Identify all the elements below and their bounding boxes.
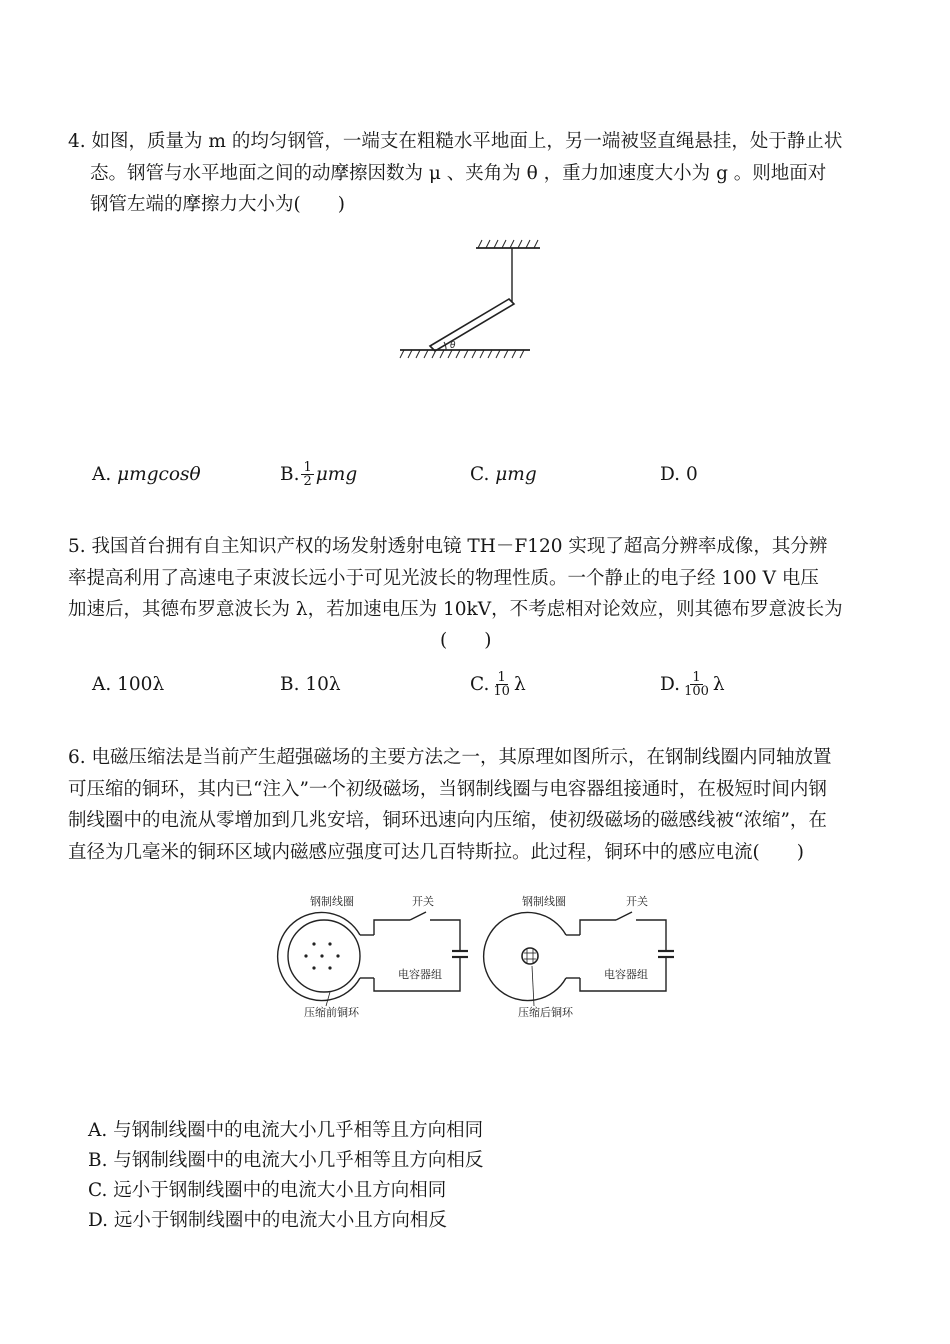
q5-answer-paren: ( ) — [440, 630, 492, 651]
q4-option-b: B. $\frac{1}{2}$ μmg — [280, 459, 358, 489]
theta-label: θ — [450, 341, 456, 351]
ceiling-hatch — [478, 240, 538, 248]
diagram-after — [484, 912, 674, 1001]
q5-option-a: A. 100λ — [92, 673, 165, 695]
q5-options — [92, 664, 852, 704]
label-switch-right: 开关 — [626, 895, 648, 908]
label-ring-after: 压缩后铜环 — [518, 1006, 573, 1019]
q4-line: 4. 如图，质量为 m 的均匀钢管，一端支在粗糙水平地面上，另一端被竖直绳悬挂，处于静止状 — [68, 131, 843, 152]
question-4 — [68, 126, 888, 221]
steel-coil-right — [484, 913, 566, 1001]
q6-options — [88, 1116, 483, 1236]
question-5 — [68, 531, 888, 626]
copper-ring-after — [522, 948, 538, 964]
q6-line: 制线圈中的电流从零增加到几兆安培，铜环迅速向内压缩，使初级磁场的磁感线被“浓缩”，在 — [68, 810, 827, 831]
q5-line: 5. 我国首台拥有自主知识产权的场发射透射电镜 TH－F120 实现了超高分辨率成像，其分辨 — [68, 536, 828, 557]
q6-option-c: C. 远小于钢制线圈中的电流大小且方向相同 — [88, 1180, 447, 1201]
q4-option-c: C. μmg — [470, 463, 537, 485]
label-switch-left: 开关 — [412, 895, 434, 908]
q6-option-a: A. 与钢制线圈中的电流大小几乎相等且方向相同 — [88, 1120, 484, 1141]
q5-option-c: C. $\frac{1}{10}$ λ — [470, 669, 526, 699]
ground-hatch — [400, 350, 524, 358]
q4-options — [92, 454, 852, 494]
q6-figure — [270, 888, 690, 1028]
q4-line: 态。钢管与水平地面之间的动摩擦因数为 μ 、夹角为 θ ，重力加速度大小为 g 。则地面对 — [90, 162, 827, 184]
label-capacitor-left: 电容器组 — [398, 968, 442, 981]
q6-line: 6. 电磁压缩法是当前产生超强磁场的主要方法之一，其原理如图所示，在钢制线圈内同轴放置 — [68, 747, 832, 768]
q6-line: 直径为几毫米的铜环区域内磁感应强度可达几百特斯拉。此过程，铜环中的感应电流( ) — [68, 841, 804, 863]
question-6 — [68, 742, 888, 868]
q4-option-a: A. μmgcosθ — [92, 463, 201, 485]
label-ring-before: 压缩前铜环 — [304, 1006, 359, 1019]
q4-figure — [390, 238, 550, 368]
switch-left — [410, 912, 426, 920]
q6-option-b: B. 与钢制线圈中的电流大小几乎相等且方向相反 — [88, 1150, 484, 1171]
q5-option-d: D. $\frac{1}{100}$ λ — [660, 669, 725, 699]
q5-line: 加速后，其德布罗意波长为 λ，若加速电压为 10kV，不考虑相对论效应，则其德布罗意波长为 — [68, 599, 843, 620]
q4-line: 钢管左端的摩擦力大小为( ) — [90, 194, 345, 215]
switch-right — [616, 912, 632, 920]
label-coil-left: 钢制线圈 — [310, 895, 354, 908]
copper-ring-before — [288, 920, 360, 992]
steel-coil-left — [278, 913, 360, 1001]
label-capacitor-right: 电容器组 — [604, 968, 648, 981]
q6-option-d: D. 远小于钢制线圈中的电流大小且方向相反 — [88, 1210, 447, 1231]
field-dots-left — [304, 942, 339, 969]
steel-pipe — [430, 299, 514, 351]
q5-line: 率提高利用了高速电子束波长远小于可见光波长的物理性质。一个静止的电子经 100 V 电压 — [68, 567, 819, 589]
label-coil-right: 钢制线圈 — [522, 895, 566, 908]
q4-option-d: D. 0 — [660, 463, 698, 485]
q5-option-b: B. 10λ — [280, 673, 341, 695]
q6-line: 可压缩的铜环，其内已“注入”一个初级磁场，当钢制线圈与电容器组接通时，在极短时间内钢 — [68, 778, 827, 800]
